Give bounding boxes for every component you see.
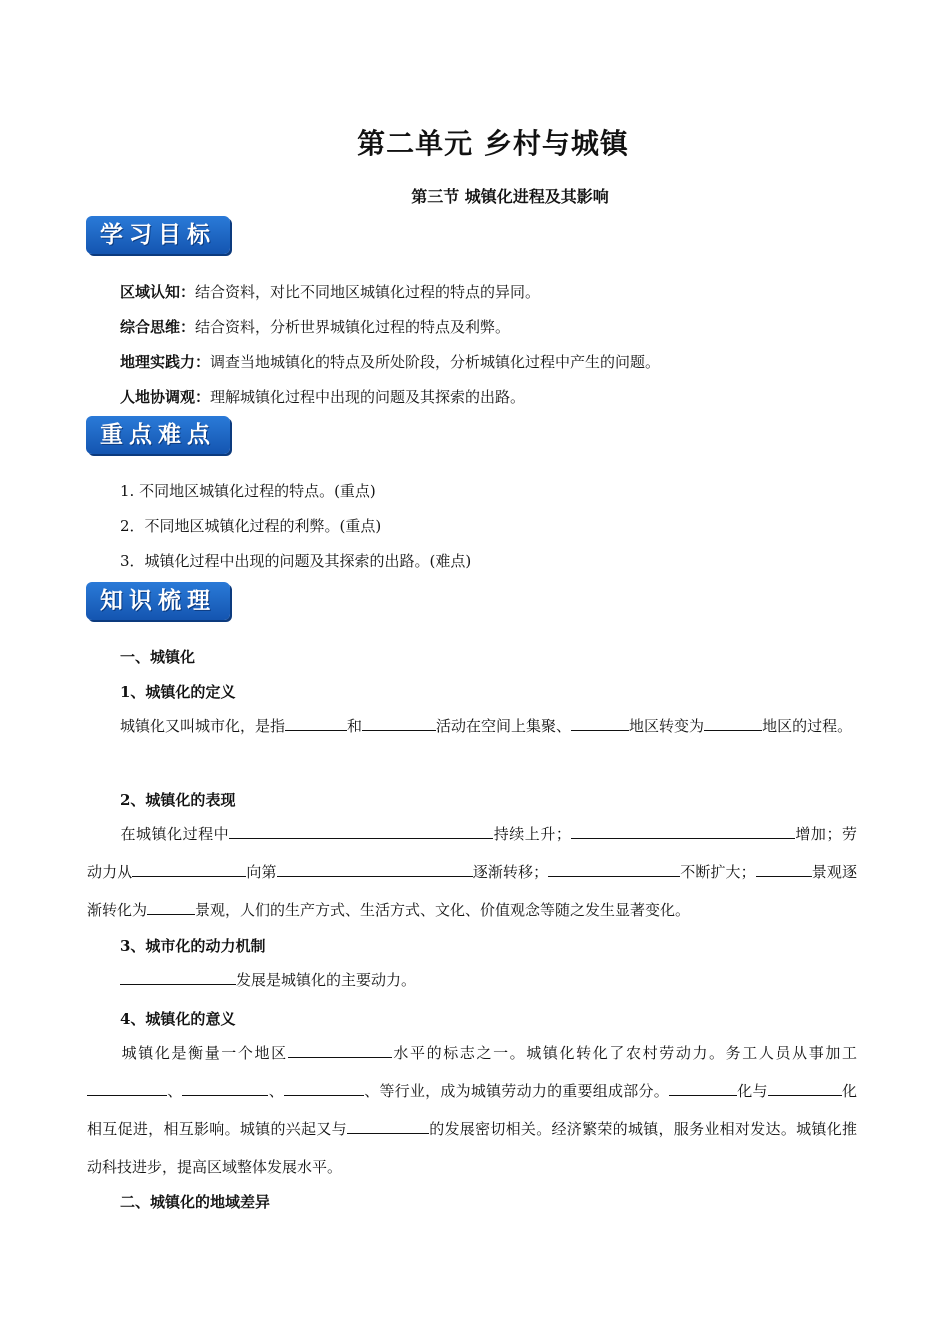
- page-title: 第二单元 乡村与城镇: [357, 127, 629, 160]
- fill-blank[interactable]: [87, 1081, 167, 1096]
- badge-label: 重点难点: [100, 422, 216, 448]
- text-run: 、: [167, 1082, 183, 1100]
- fill-blank[interactable]: [277, 862, 473, 877]
- text-run: 发展是城镇化的主要动力。: [236, 971, 417, 989]
- fill-blank[interactable]: [147, 900, 195, 915]
- subsection-heading: 4、城镇化的意义: [120, 1010, 236, 1028]
- text-run: 、: [268, 1082, 284, 1100]
- text-run: 景观逐渐转化为: [87, 863, 857, 919]
- fill-blank[interactable]: [571, 824, 795, 839]
- text-run: 、等行业，成为城镇劳动力的重要组成部分。: [363, 1082, 669, 1100]
- text-run: 不断扩大；: [680, 863, 756, 881]
- definition-paragraph: [87, 707, 857, 745]
- fill-blank[interactable]: [571, 716, 629, 731]
- fill-blank[interactable]: [182, 1081, 268, 1096]
- goal-item: [120, 316, 510, 337]
- text-run: 化与: [736, 1082, 768, 1100]
- goal-text: 理解城镇化过程中出现的问题及其探索的出路。: [210, 388, 526, 406]
- text-run: 地区的过程。: [762, 717, 853, 735]
- goal-label: 人地协调观：: [120, 388, 211, 406]
- fill-blank[interactable]: [229, 824, 493, 839]
- text-run: 化相互促进，相互影响。城镇的兴起又与: [87, 1082, 857, 1138]
- text-run: 景观，人们的生产方式、生活方式、文化、价值观念等随之发生显著变化。: [195, 901, 691, 919]
- key-point-item: 2．不同地区城镇化过程的利弊。(重点): [120, 517, 382, 535]
- key-point-item: 3．城镇化过程中出现的问题及其探索的出路。(难点): [120, 552, 472, 570]
- fill-blank[interactable]: [669, 1081, 737, 1096]
- fill-blank[interactable]: [362, 716, 436, 731]
- dynamics-paragraph: [87, 961, 857, 999]
- goal-item: [120, 386, 525, 407]
- section-heading: 一、城镇化: [120, 648, 196, 666]
- significance-paragraph: [87, 1034, 857, 1186]
- badge-key-points: [86, 416, 230, 454]
- fill-blank[interactable]: [756, 862, 812, 877]
- text-run: 逐渐转移；: [472, 863, 549, 881]
- fill-blank[interactable]: [284, 1081, 364, 1096]
- goal-text: 结合资料，分析世界城镇化过程的特点及利弊。: [195, 318, 511, 336]
- badge-knowledge-review: [86, 582, 230, 620]
- key-point-item: 1. 不同地区城镇化过程的特点。(重点): [120, 482, 376, 500]
- goal-label: 综合思维：: [120, 318, 196, 336]
- goal-text: 调查当地城镇化的特点及所处阶段，分析城镇化过程中产生的问题。: [210, 353, 661, 371]
- text-run: 持续上升；: [493, 825, 571, 843]
- text-run: 在城镇化过程中: [120, 825, 230, 843]
- text-run: 城镇化是衡量一个地区: [120, 1044, 288, 1062]
- subsection-heading: 3、城市化的动力机制: [120, 937, 266, 955]
- section-subtitle: 第三节 城镇化进程及其影响: [411, 187, 609, 206]
- fill-blank[interactable]: [132, 862, 246, 877]
- goal-label: 区域认知：: [120, 283, 196, 301]
- fill-blank[interactable]: [288, 1043, 392, 1058]
- text-run: 活动在空间上集聚、: [436, 717, 572, 735]
- badge-learning-goals: [86, 216, 230, 254]
- fill-blank[interactable]: [347, 1119, 429, 1134]
- goal-item: [120, 351, 660, 372]
- goal-text: 结合资料，对比不同地区城镇化过程的特点的异同。: [195, 283, 541, 301]
- fill-blank[interactable]: [285, 716, 347, 731]
- text-run: 和: [347, 717, 363, 735]
- fill-blank[interactable]: [120, 970, 236, 985]
- text-run: 向第: [246, 863, 277, 881]
- fill-blank[interactable]: [704, 716, 762, 731]
- text-run: 水平的标志之一。城镇化转化了农村劳动力。务工人员从事加工: [391, 1044, 857, 1062]
- text-run: 地区转变为: [629, 717, 705, 735]
- text-run: 的发展密切相关。经济繁荣的城镇，服务业相对发达。城镇化推动科技进步，提高区域整体发展水平。: [87, 1120, 857, 1176]
- manifestation-paragraph: [87, 815, 857, 929]
- goal-item: [120, 281, 540, 302]
- badge-label: 知识梳理: [100, 588, 216, 614]
- goal-label: 地理实践力：: [120, 353, 211, 371]
- section-heading: 二、城镇化的地域差异: [120, 1193, 271, 1211]
- subsection-heading: 1、城镇化的定义: [120, 683, 236, 701]
- subsection-heading: 2、城镇化的表现: [120, 791, 236, 809]
- text-run: 城镇化又叫城市化，是指: [120, 717, 286, 735]
- fill-blank[interactable]: [548, 862, 680, 877]
- fill-blank[interactable]: [768, 1081, 842, 1096]
- text-run: 增加；劳动力从: [87, 825, 857, 881]
- badge-label: 学习目标: [100, 222, 216, 248]
